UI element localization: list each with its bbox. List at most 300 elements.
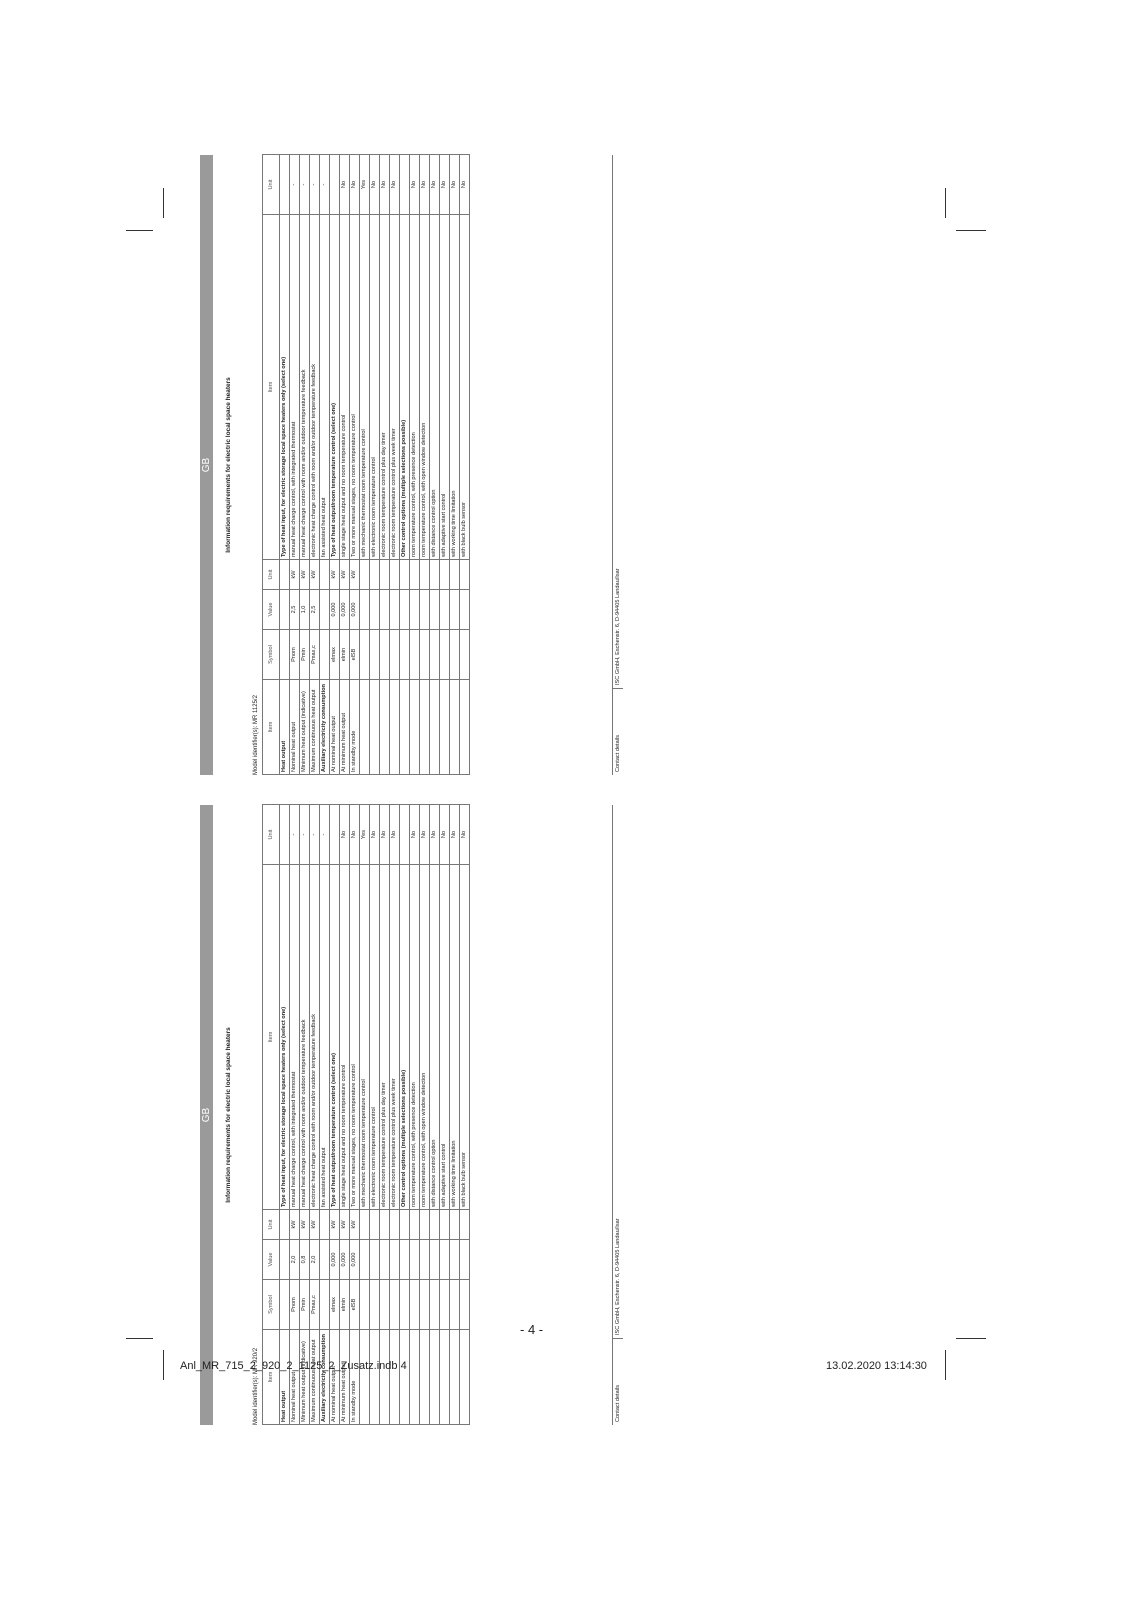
symbol-cell: [369, 1280, 379, 1330]
symbol-cell: [459, 1280, 469, 1330]
table-row: [369, 155, 379, 775]
symbol-cell: [419, 1280, 429, 1330]
value-cell: 0,000: [339, 590, 349, 630]
left-item: At minimum heat output: [339, 680, 349, 775]
table-row: [299, 155, 309, 775]
left-item: [459, 1330, 469, 1425]
table-row: [429, 155, 439, 775]
value-cell: [369, 590, 379, 630]
contact-label: Contact details: [613, 688, 623, 775]
right-unit-cell: [399, 155, 409, 215]
crop-mark: [163, 1350, 164, 1380]
unit-cell: [359, 560, 369, 590]
unit-cell: [429, 560, 439, 590]
symbol-cell: [439, 630, 449, 680]
right-unit-cell: No: [339, 155, 349, 215]
right-item: with adaptive start control: [439, 215, 449, 560]
table-row: [329, 155, 339, 775]
right-item: with working time limitation: [449, 215, 459, 560]
left-item: [429, 680, 439, 775]
table-row: [289, 155, 299, 775]
symbol-cell: [419, 630, 429, 680]
right-item: with distance control option: [429, 215, 439, 560]
unit-cell: [419, 1210, 429, 1240]
table-row: [459, 805, 469, 1425]
unit-cell: [369, 1210, 379, 1240]
unit-cell: kW: [349, 1210, 359, 1240]
table-header-row: [263, 155, 280, 775]
unit-cell: [449, 560, 459, 590]
symbol-cell: elSB: [349, 1280, 359, 1330]
value-cell: [319, 1240, 329, 1280]
footer-timestamp: 13.02.2020 13:14:30: [826, 1360, 927, 1372]
right-unit-cell: -: [309, 805, 319, 865]
value-cell: 2,0: [309, 1240, 319, 1280]
right-unit-cell: No: [439, 155, 449, 215]
right-item: Type of heat output/room temperature control (select one): [329, 865, 339, 1210]
left-item: At nominal heat output: [329, 1330, 339, 1425]
left-item: Maximum continuous heat output: [309, 1330, 319, 1425]
unit-cell: [459, 1210, 469, 1240]
left-item: [449, 1330, 459, 1425]
unit-cell: kW: [329, 1210, 339, 1240]
right-unit-cell: No: [459, 805, 469, 865]
value-cell: [409, 1240, 419, 1280]
right-item: single stage heat output and no room temperature control: [339, 865, 349, 1210]
symbol-cell: [280, 630, 290, 680]
left-item: [369, 680, 379, 775]
right-item: Other control options (multiple selections possible): [399, 215, 409, 560]
header-value: Value: [263, 1240, 280, 1280]
left-item: [399, 1330, 409, 1425]
value-cell: [280, 590, 290, 630]
left-item: Heat output: [280, 1330, 290, 1425]
right-item: Two or more manual stages, no room temperature control: [349, 215, 359, 560]
value-cell: [459, 590, 469, 630]
value-cell: [280, 1240, 290, 1280]
table-row: [319, 805, 329, 1425]
unit-cell: [439, 1210, 449, 1240]
symbol-cell: [449, 1280, 459, 1330]
table-row: [359, 155, 369, 775]
left-item: [389, 680, 399, 775]
header-item: Item: [263, 1330, 280, 1425]
left-item: In standby mode: [349, 680, 359, 775]
symbol-cell: [399, 1280, 409, 1330]
header-item: Item: [263, 680, 280, 775]
header-item2: Item: [263, 215, 280, 560]
left-item: [389, 1330, 399, 1425]
header-item2: Item: [263, 865, 280, 1210]
left-item: Maximum continuous heat output: [309, 680, 319, 775]
header-unit: Unit: [263, 560, 280, 590]
symbol-cell: [409, 630, 419, 680]
right-unit-cell: No: [349, 155, 359, 215]
right-unit-cell: -: [299, 155, 309, 215]
table-row: [379, 155, 389, 775]
right-item: electronic room temperature control plus week timer: [389, 865, 399, 1210]
unit-cell: kW: [339, 560, 349, 590]
right-unit-cell: Yes: [359, 805, 369, 865]
value-cell: [399, 1240, 409, 1280]
symbol-cell: [399, 630, 409, 680]
symbol-cell: [409, 1280, 419, 1330]
table-row: [309, 805, 319, 1425]
value-cell: [359, 1240, 369, 1280]
table-row: [379, 805, 389, 1425]
symbol-cell: Pmin: [299, 630, 309, 680]
symbol-cell: [379, 630, 389, 680]
value-cell: [419, 590, 429, 630]
table-row: [339, 155, 349, 775]
right-item: with black bulb sensor: [459, 215, 469, 560]
unit-cell: [389, 1210, 399, 1240]
left-item: Nominal heat output: [289, 680, 299, 775]
table-row: [449, 155, 459, 775]
table-row: [299, 805, 309, 1425]
right-unit-cell: -: [319, 155, 329, 215]
unit-cell: [369, 560, 379, 590]
symbol-cell: [319, 1280, 329, 1330]
value-cell: [399, 590, 409, 630]
right-unit-cell: No: [379, 805, 389, 865]
header-symbol: Symbol: [263, 1280, 280, 1330]
right-item: with distance control option: [429, 865, 439, 1210]
right-item: room temperature control, with open window detection: [419, 215, 429, 560]
left-item: Auxiliary electricity consumption: [319, 680, 329, 775]
symbol-cell: [439, 1280, 449, 1330]
unit-cell: [459, 560, 469, 590]
crop-mark: [126, 1338, 153, 1339]
right-item: electronic room temperature control plus day timer: [379, 215, 389, 560]
right-item: Two or more manual stages, no room temperature control: [349, 865, 359, 1210]
section-band: GB: [200, 155, 213, 775]
right-item: with electronic room temperature control: [369, 215, 379, 560]
symbol-cell: [429, 1280, 439, 1330]
table-row: [289, 805, 299, 1425]
table-row: [339, 805, 349, 1425]
unit-cell: [409, 1210, 419, 1240]
table-row: [389, 155, 399, 775]
right-unit-cell: No: [349, 805, 359, 865]
symbol-cell: [429, 630, 439, 680]
unit-cell: [359, 1210, 369, 1240]
contact-details: [612, 155, 623, 775]
left-item: [459, 680, 469, 775]
unit-cell: [379, 1210, 389, 1240]
value-cell: 0,000: [339, 1240, 349, 1280]
value-cell: [419, 1240, 429, 1280]
value-cell: [409, 590, 419, 630]
header-symbol: Symbol: [263, 630, 280, 680]
crop-mark: [956, 230, 986, 231]
footer-file-name: Anl_MR_715_2_920_2_1125_2_Zusatz.indb 4: [180, 1360, 407, 1372]
right-unit-cell: No: [369, 155, 379, 215]
table-row: [409, 155, 419, 775]
value-cell: [359, 590, 369, 630]
table-row: [419, 805, 429, 1425]
right-item: Other control options (multiple selections possible): [399, 865, 409, 1210]
crop-mark: [126, 230, 153, 231]
crop-mark: [163, 188, 164, 218]
right-item: with mechanic thermostat room temperature control: [359, 215, 369, 560]
right-unit-cell: [280, 155, 290, 215]
right-item: room temperature control, with presence detection: [409, 215, 419, 560]
right-unit-cell: No: [389, 155, 399, 215]
symbol-cell: [449, 630, 459, 680]
right-item: Type of heat input, for electric storage local space heaters only (select one): [280, 865, 290, 1210]
symbol-cell: elmax: [329, 630, 339, 680]
unit-cell: [409, 560, 419, 590]
unit-cell: kW: [309, 1210, 319, 1240]
sheet-title: Information requirements for electric local space heaters: [225, 1027, 232, 1203]
table-row: [319, 155, 329, 775]
symbol-cell: [389, 1280, 399, 1330]
unit-cell: [389, 560, 399, 590]
left-item: [379, 680, 389, 775]
right-unit-cell: [329, 155, 339, 215]
table-row: [349, 805, 359, 1425]
right-unit-cell: -: [299, 805, 309, 865]
header-unit2: Unit: [263, 155, 280, 215]
unit-cell: [419, 560, 429, 590]
table-row: [369, 805, 379, 1425]
value-cell: 0,000: [329, 1240, 339, 1280]
symbol-cell: Pnom: [289, 630, 299, 680]
unit-cell: [280, 1210, 290, 1240]
value-cell: [439, 590, 449, 630]
symbol-cell: [389, 630, 399, 680]
unit-cell: [399, 1210, 409, 1240]
section-band: GB: [200, 805, 213, 1425]
unit-cell: [319, 1210, 329, 1240]
right-item: electronic room temperature control plus week timer: [389, 215, 399, 560]
contact-label: Contact details: [613, 1338, 623, 1425]
table-row: [329, 805, 339, 1425]
value-cell: [389, 590, 399, 630]
right-unit-cell: No: [429, 155, 439, 215]
spec-sheet-mr-1125: [200, 155, 820, 775]
value-cell: [379, 1240, 389, 1280]
table-row: [409, 805, 419, 1425]
left-item: [409, 1330, 419, 1425]
model-identifier: Model identifier(s): MR 1125/2: [253, 695, 259, 775]
value-cell: 2,5: [289, 590, 299, 630]
symbol-cell: [319, 630, 329, 680]
value-cell: 2,0: [289, 1240, 299, 1280]
symbol-cell: elmin: [339, 630, 349, 680]
table-row: [429, 805, 439, 1425]
right-item: single stage heat output and no room temperature control: [339, 215, 349, 560]
right-item: with black bulb sensor: [459, 865, 469, 1210]
left-item: At nominal heat output: [329, 680, 339, 775]
right-unit-cell: -: [319, 805, 329, 865]
crop-mark: [945, 1350, 946, 1380]
spec-table: [262, 804, 470, 1425]
unit-cell: kW: [309, 560, 319, 590]
unit-cell: [280, 560, 290, 590]
contact-value: ISC GmbH, Eschenstr. 6, D-94405 Landau/Isar: [615, 1218, 621, 1335]
left-item: [449, 680, 459, 775]
right-item: fan assisted heat output: [319, 865, 329, 1210]
table-header-row: [263, 805, 280, 1425]
value-cell: [369, 1240, 379, 1280]
right-item: room temperature control, with presence detection: [409, 865, 419, 1210]
right-item: manual heat charge control, with integrated thermostat: [289, 865, 299, 1210]
value-cell: 0,8: [299, 1240, 309, 1280]
symbol-cell: [280, 1280, 290, 1330]
symbol-cell: [359, 630, 369, 680]
table-row: [280, 155, 290, 775]
left-item: [429, 1330, 439, 1425]
right-unit-cell: No: [439, 805, 449, 865]
value-cell: 0,000: [329, 590, 339, 630]
left-item: Heat output: [280, 680, 290, 775]
unit-cell: kW: [289, 560, 299, 590]
symbol-cell: [379, 1280, 389, 1330]
right-unit-cell: No: [459, 155, 469, 215]
left-item: Nominal heat output: [289, 1330, 299, 1425]
value-cell: [429, 1240, 439, 1280]
table-row: [419, 155, 429, 775]
left-item: Minimum heat output (indicative): [299, 680, 309, 775]
right-unit-cell: No: [409, 155, 419, 215]
right-unit-cell: -: [309, 155, 319, 215]
right-unit-cell: No: [339, 805, 349, 865]
value-cell: [389, 1240, 399, 1280]
right-item: fan assisted heat output: [319, 215, 329, 560]
symbol-cell: elmin: [339, 1280, 349, 1330]
right-unit-cell: No: [419, 805, 429, 865]
left-item: [439, 1330, 449, 1425]
left-item: [359, 1330, 369, 1425]
right-unit-cell: No: [369, 805, 379, 865]
right-item: with mechanic thermostat room temperature control: [359, 865, 369, 1210]
right-unit-cell: No: [449, 155, 459, 215]
header-value: Value: [263, 590, 280, 630]
table-row: [309, 155, 319, 775]
table-row: [439, 155, 449, 775]
unit-cell: [449, 1210, 459, 1240]
table-row: [439, 805, 449, 1425]
unit-cell: kW: [289, 1210, 299, 1240]
header-unit: Unit: [263, 1210, 280, 1240]
value-cell: 1,0: [299, 590, 309, 630]
right-item: manual heat charge control, with integrated thermostat: [289, 215, 299, 560]
symbol-cell: [359, 1280, 369, 1330]
left-item: [379, 1330, 389, 1425]
symbol-cell: Pmin: [299, 1280, 309, 1330]
left-item: [409, 680, 419, 775]
unit-cell: kW: [329, 560, 339, 590]
right-unit-cell: Yes: [359, 155, 369, 215]
unit-cell: [319, 560, 329, 590]
table-row: [449, 805, 459, 1425]
crop-mark: [956, 1338, 986, 1339]
right-item: with electronic room temperature control: [369, 865, 379, 1210]
table-row: [280, 805, 290, 1425]
value-cell: [449, 1240, 459, 1280]
symbol-cell: Pmax,c: [309, 630, 319, 680]
unit-cell: kW: [299, 560, 309, 590]
unit-cell: kW: [349, 560, 359, 590]
right-item: Type of heat input, for electric storage local space heaters only (select one): [280, 215, 290, 560]
value-cell: [439, 1240, 449, 1280]
left-item: In standby mode: [349, 1330, 359, 1425]
right-item: Type of heat output/room temperature control (select one): [329, 215, 339, 560]
value-cell: [449, 590, 459, 630]
page-number: - 4 -: [520, 1322, 544, 1337]
table-row: [359, 805, 369, 1425]
sheet-title: Information requirements for electric local space heaters: [225, 377, 232, 553]
table-row: [389, 805, 399, 1425]
right-unit-cell: No: [389, 805, 399, 865]
symbol-cell: [459, 630, 469, 680]
right-item: electronic heat charge control with room and/or outdoor temperature feedback: [309, 865, 319, 1210]
right-unit-cell: No: [409, 805, 419, 865]
left-item: [439, 680, 449, 775]
right-unit-cell: No: [419, 155, 429, 215]
right-unit-cell: [329, 805, 339, 865]
right-item: electronic heat charge control with room and/or outdoor temperature feedback: [309, 215, 319, 560]
left-item: [359, 680, 369, 775]
symbol-cell: Pnom: [289, 1280, 299, 1330]
value-cell: 0,000: [349, 1240, 359, 1280]
right-item: manual heat charge control with room and/or outdoor temperature feedback: [299, 865, 309, 1210]
unit-cell: [399, 560, 409, 590]
left-item: Minimum heat output (indicative): [299, 1330, 309, 1425]
symbol-cell: [369, 630, 379, 680]
unit-cell: [439, 560, 449, 590]
right-item: manual heat charge control with room and/or outdoor temperature feedback: [299, 215, 309, 560]
left-item: [399, 680, 409, 775]
header-unit2: Unit: [263, 805, 280, 865]
symbol-cell: elmax: [329, 1280, 339, 1330]
table-row: [459, 155, 469, 775]
value-cell: 2,5: [309, 590, 319, 630]
value-cell: [379, 590, 389, 630]
crop-mark: [945, 188, 946, 218]
right-unit-cell: No: [449, 805, 459, 865]
symbol-cell: Pmax,c: [309, 1280, 319, 1330]
contact-details: [612, 805, 623, 1425]
value-cell: [319, 590, 329, 630]
right-item: with adaptive start control: [439, 865, 449, 1210]
model-identifier: Model identifier(s): MR 920/2: [253, 1347, 259, 1425]
value-cell: [429, 590, 439, 630]
right-unit-cell: [399, 805, 409, 865]
value-cell: [459, 1240, 469, 1280]
contact-value: ISC GmbH, Eschenstr. 6, D-94405 Landau/Isar: [615, 568, 621, 685]
value-cell: 0,000: [349, 590, 359, 630]
spec-table: [262, 154, 470, 775]
unit-cell: [379, 560, 389, 590]
left-item: [419, 680, 429, 775]
left-item: [419, 1330, 429, 1425]
table-row: [349, 155, 359, 775]
right-item: with working time limitation: [449, 865, 459, 1210]
right-unit-cell: No: [379, 155, 389, 215]
table-row: [399, 155, 409, 775]
unit-cell: [429, 1210, 439, 1240]
unit-cell: kW: [299, 1210, 309, 1240]
symbol-cell: elSB: [349, 630, 359, 680]
left-item: At minimum heat output: [339, 1330, 349, 1425]
right-unit-cell: [280, 805, 290, 865]
left-item: [369, 1330, 379, 1425]
table-row: [399, 805, 409, 1425]
right-unit-cell: No: [429, 805, 439, 865]
